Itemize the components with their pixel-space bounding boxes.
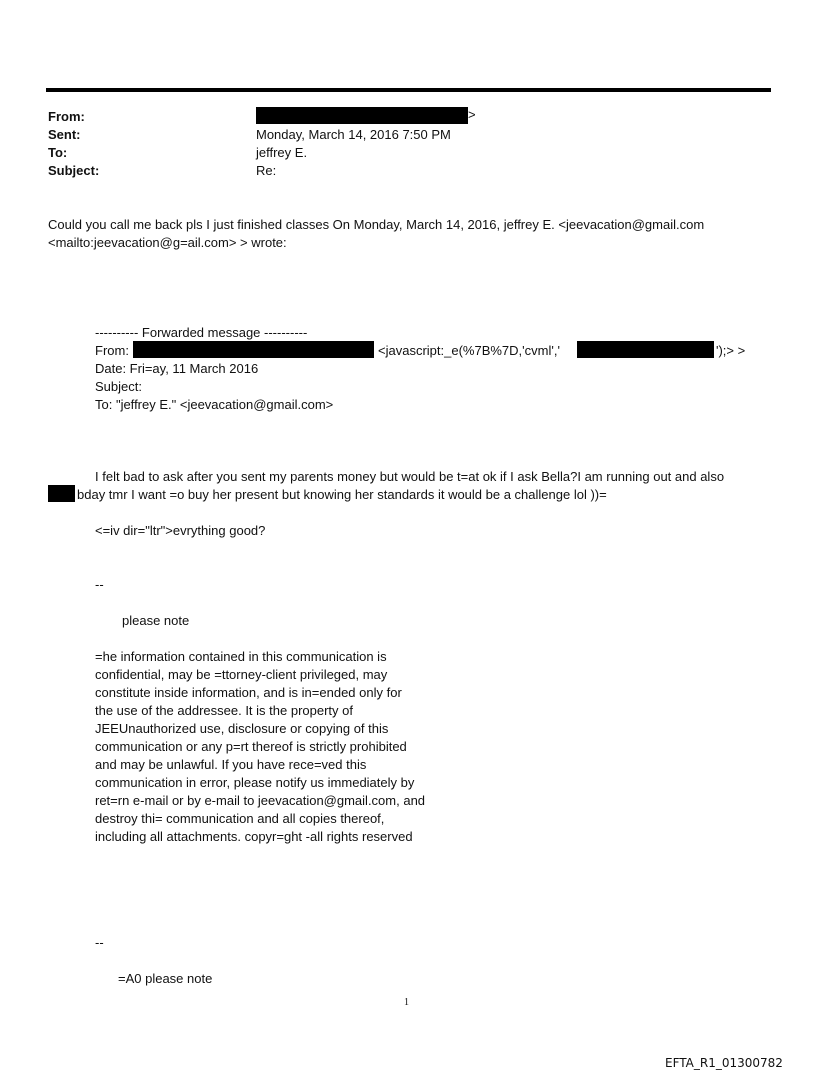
from-label: From: [48, 109, 85, 124]
signature-dash: -- [95, 935, 104, 950]
forwarded-subject: Subject: [95, 379, 142, 394]
disclaimer-line: confidential, may be =ttorney-client privileged, may [95, 667, 388, 682]
reply-line-2: <mailto:jeevacation@g=ail.com> > wrote: [48, 235, 287, 250]
forwarded-from-line [95, 342, 129, 360]
redaction-block [577, 341, 714, 358]
forwarded-js-prefix: <javascript:_e(%7B%7D,'cvml',' [378, 343, 560, 358]
forwarded-js-suffix: ');> > [716, 343, 746, 358]
forwarded-from-label: From: [95, 343, 129, 358]
forwarded-date: Date: Fri=ay, 11 March 2016 [95, 361, 259, 376]
to-value: jeffrey E. [256, 145, 308, 160]
redaction-block [256, 107, 468, 124]
disclaimer-line: the use of the addressee. It is the property of [95, 703, 353, 718]
disclaimer-block [95, 648, 425, 846]
document-id: EFTA_R1_01300782 [665, 1056, 783, 1070]
to-label: To: [48, 145, 68, 160]
disclaimer-line: ret=rn e-mail or by e-mail to jeevacation@gmail.com, and [95, 793, 426, 808]
message-line-1: I felt bad to ask after you sent my parents money but would be t=at ok if I ask Bella?I am running out and also [95, 469, 725, 484]
message-div-line: <=iv dir="ltr">evrything good? [95, 523, 266, 538]
subject-label: Subject: [48, 163, 100, 178]
reply-line-1: Could you call me back pls I just finished classes On Monday, March 14, 2016, jeffrey E. <jeevacation@gmail.com [48, 217, 705, 232]
sent-value: Monday, March 14, 2016 7:50 PM [256, 127, 451, 142]
signature-please-note: please note [122, 613, 190, 628]
signature-please-note: =A0 please note [118, 971, 213, 986]
disclaimer-line: JEEUnauthorized use, disclosure or copying of this [95, 721, 389, 736]
disclaimer-line: constitute inside information, and is in=ended only for [95, 685, 402, 700]
page-number: 1 [404, 997, 409, 1008]
header-rule [46, 88, 771, 92]
sent-label: Sent: [48, 127, 81, 142]
disclaimer-line: communication or any p=rt thereof is strictly prohibited [95, 739, 407, 754]
disclaimer-line: =he information contained in this communication is [95, 649, 387, 664]
from-value [256, 107, 476, 124]
forwarded-to: To: "jeffrey E." <jeevacation@gmail.com> [95, 397, 334, 412]
disclaimer-line: and may be unlawful. If you have rece=ved this [95, 757, 367, 772]
message-line-2: bday tmr I want =o buy her present but knowing her standards it would be a challenge lol ))= [77, 487, 607, 502]
signature-dash: -- [95, 577, 104, 592]
subject-value: Re: [256, 163, 277, 178]
disclaimer-line: communication in error, please notify us immediately by [95, 775, 415, 790]
redaction-block [133, 341, 374, 358]
forwarded-header: ---------- Forwarded message ---------- [95, 325, 308, 340]
redaction-block [48, 485, 75, 502]
from-suffix: > [468, 107, 476, 122]
disclaimer-line: destroy thi= communication and all copies thereof, [95, 811, 385, 826]
disclaimer-line: including all attachments. copyr=ght -all rights reserved [95, 829, 413, 844]
